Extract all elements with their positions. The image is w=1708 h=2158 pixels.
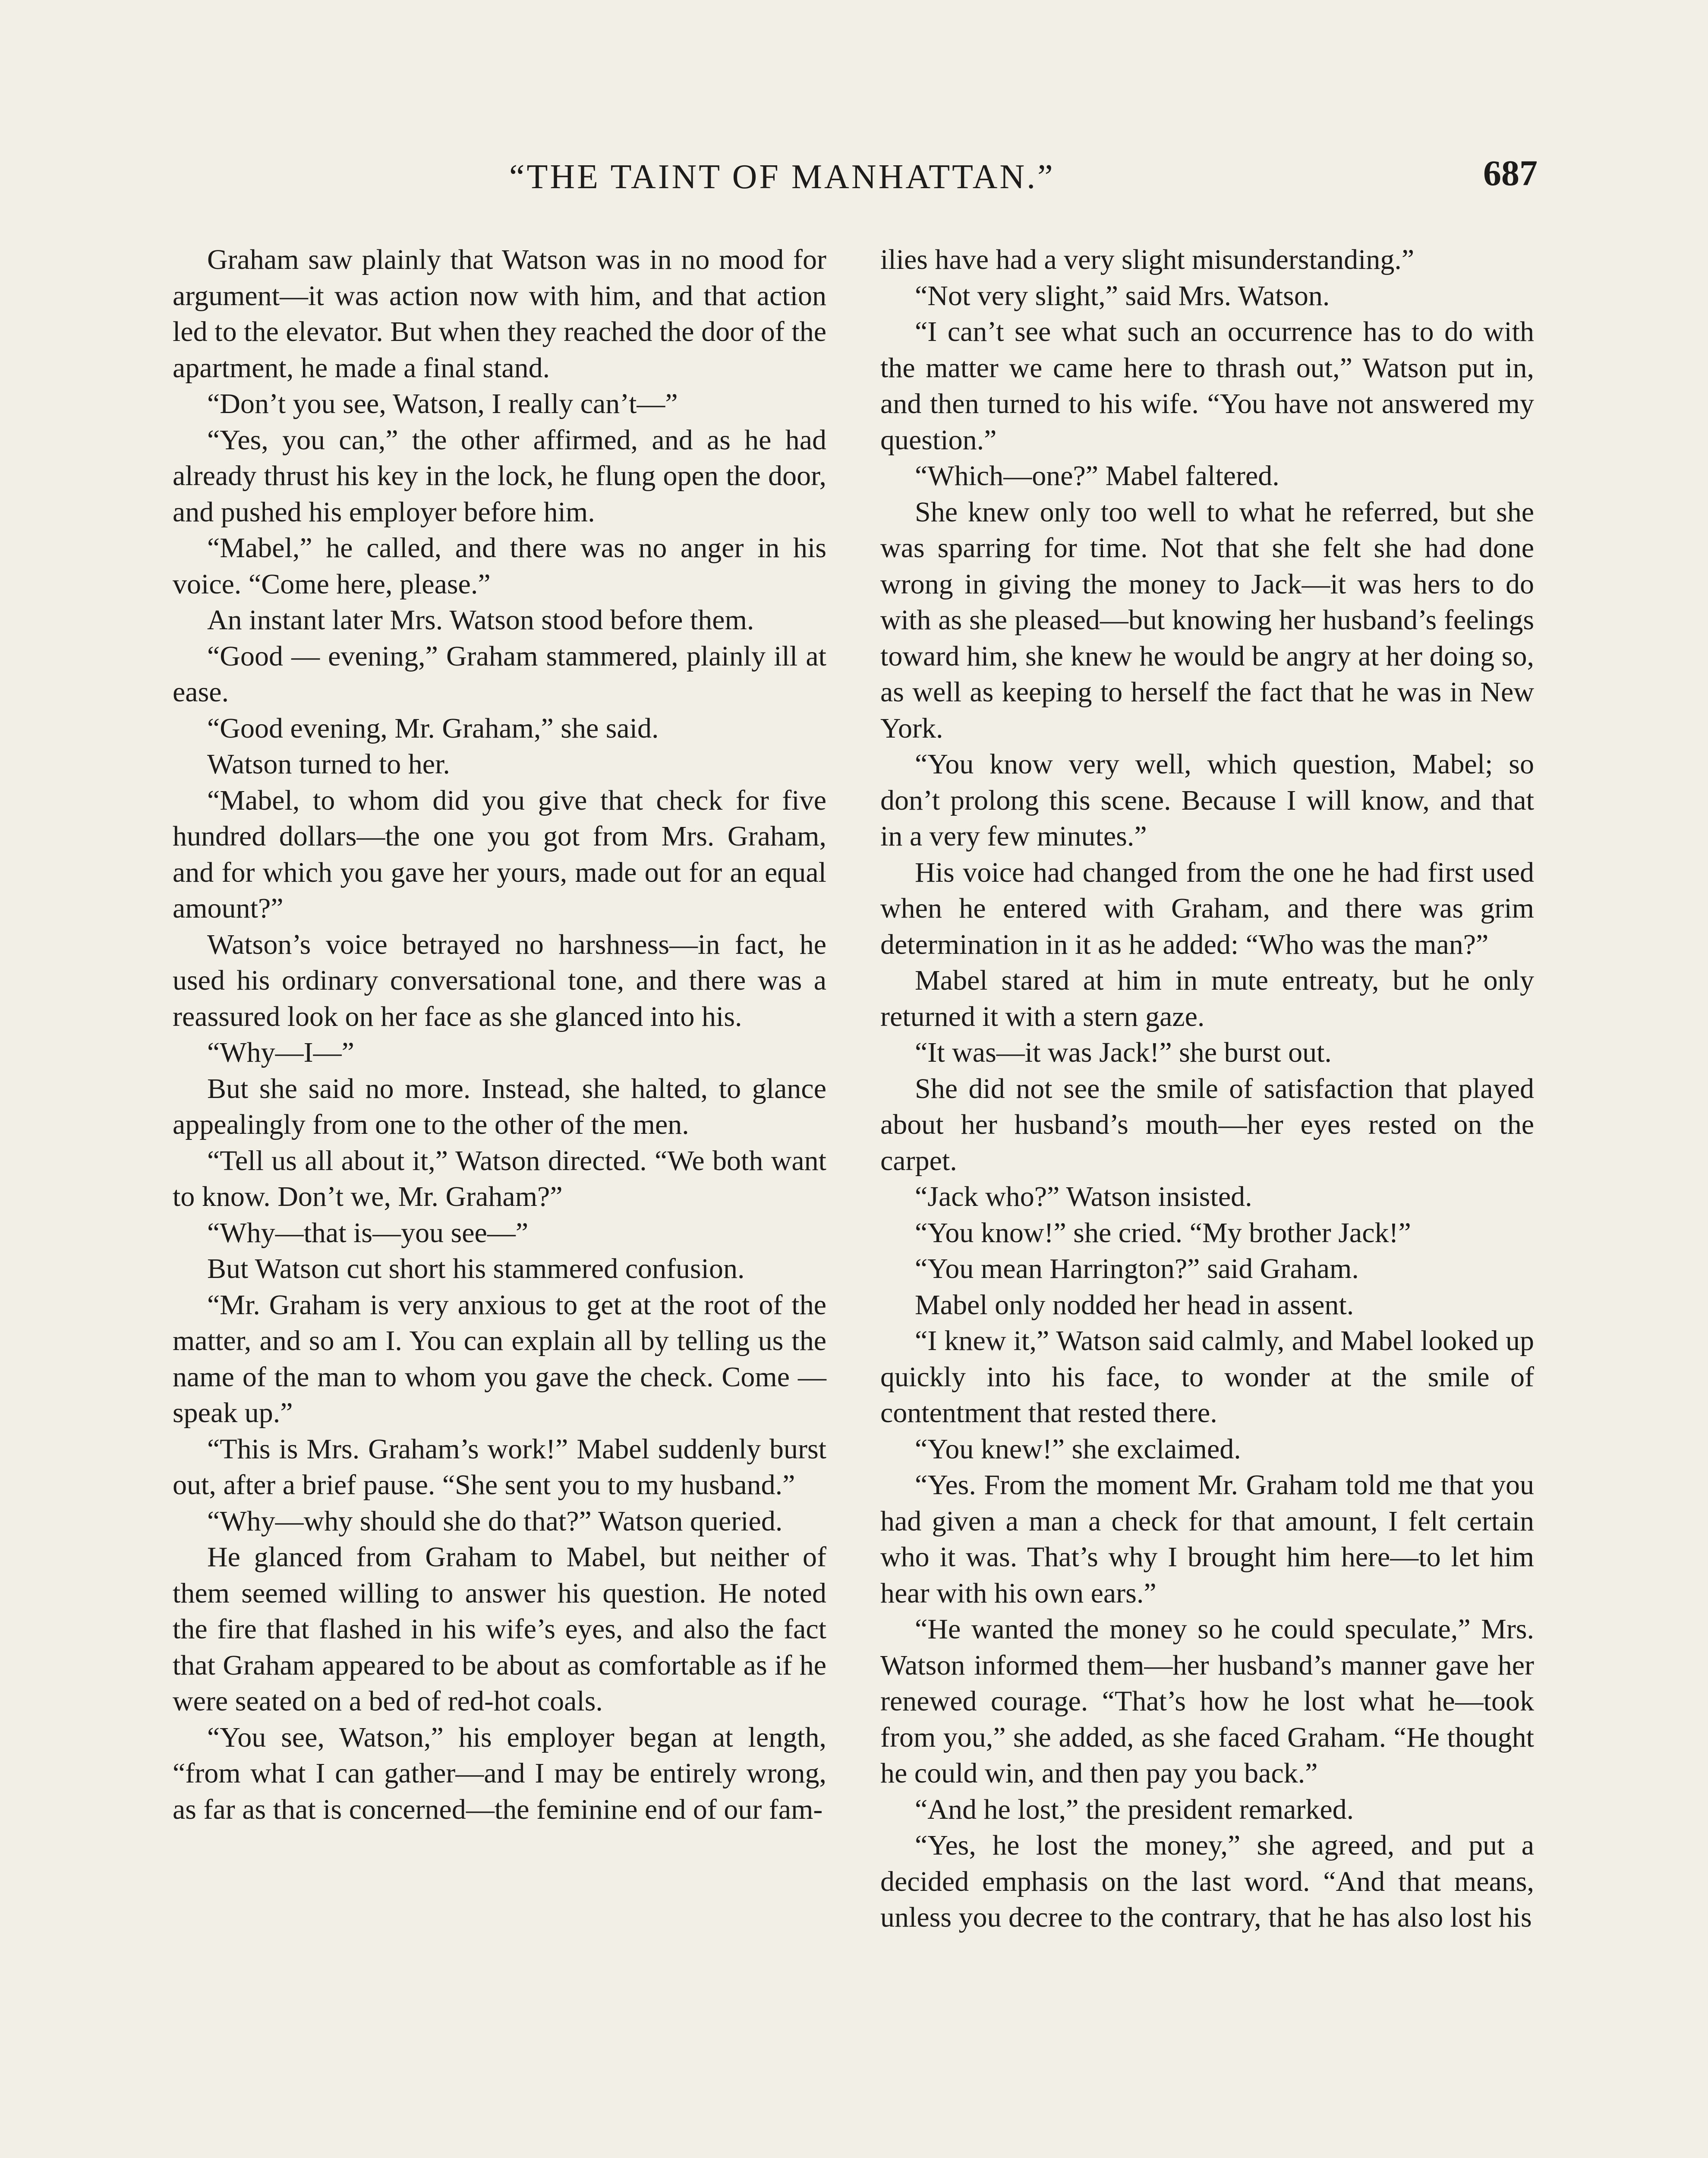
paragraph: He glanced from Graham to Mabel, but neither of them seemed willing to answer his question. He noted the fire that flashed in his wife’s eyes, and also the fact that Graham appeared to be about as comfortable as if he were seated on a bed of red-hot coals. (173, 1541, 826, 1717)
paragraph: But Watson cut short his stammered confusion. (207, 1253, 745, 1284)
paragraph: “You knew!” she exclaimed. (915, 1433, 1241, 1465)
paragraph: “Tell us all about it,” Watson directed. “We both want to know. Don’t we, Mr. Graham?” (173, 1145, 826, 1212)
paragraph: “You see, Watson,” his employer began at length, “from what I can gather—and I may be entirely wrong, as far as that is concerned—the feminine end of our fam- (173, 1721, 826, 1825)
paragraph: Watson’s voice betrayed no harshness—in fact, he used his ordinary conversational tone, and there was a reassured look on her face as she glanced into his. (173, 928, 826, 1032)
paragraph: An instant later Mrs. Watson stood before them. (207, 604, 754, 636)
paragraph: She did not see the smile of satisfaction that played about her husband’s mouth—her eyes rested on the carpet. (880, 1073, 1534, 1177)
paragraph: “Yes, he lost the money,” she agreed, and put a decided emphasis on the last word. “And that means, unless you decree to the contrary, that he has also lost his (880, 1830, 1534, 1933)
paragraph: “And he lost,” the president remarked. (915, 1793, 1354, 1825)
paragraph: “Good evening, Mr. Graham,” she said. (207, 712, 659, 744)
paragraph: Mabel only nodded her head in assent. (915, 1289, 1354, 1321)
running-head: “THE TAINT OF MANHATTAN.” (509, 158, 1055, 196)
paragraph: “Jack who?” Watson insisted. (915, 1181, 1252, 1212)
paragraph: “Good — evening,” Graham stammered, plainly ill at ease. (173, 640, 826, 708)
paragraph: But she said no more. Instead, she halted, to glance appealingly from one to the other of the men. (173, 1073, 826, 1140)
right-column (880, 242, 1534, 1936)
paragraph: “Yes, you can,” the other affirmed, and as he had already thrust his key in the lock, he flung open the door, and pushed his employer before him. (173, 424, 826, 528)
paragraph: Mabel stared at him in mute entreaty, but he only returned it with a stern gaze. (880, 965, 1534, 1032)
paragraph: “It was—it was Jack!” she burst out. (915, 1037, 1332, 1068)
page-number: 687 (1483, 153, 1538, 193)
paragraph: “I can’t see what such an occurrence has to do with the matter we came here to thrash out,” Watson put in, and then turned to his wife. “You have not answered my question.” (880, 316, 1534, 456)
paragraph: “Why—I—” (207, 1037, 354, 1068)
paragraph: “You know!” she cried. “My brother Jack!” (915, 1217, 1411, 1249)
paragraph: “This is Mrs. Graham’s work!” Mabel suddenly burst out, after a brief pause. “She sent you to my husband.” (173, 1433, 826, 1501)
paragraph: “Why—that is—you see—” (207, 1217, 529, 1249)
paragraph: His voice had changed from the one he had first used when he entered with Graham, and there was grim determination in it as he added: “Who was the man?” (880, 856, 1534, 960)
paragraph: “Mr. Graham is very anxious to get at the root of the matter, and so am I. You can explain all by telling us the name of the man to whom you gave the check. Come —speak up.” (173, 1289, 826, 1429)
paragraph: “Which—one?” Mabel faltered. (915, 460, 1279, 492)
paragraph: She knew only too well to what he referred, but she was sparring for time. Not that she felt she had done wrong in giving the money to Jack—it was hers to do with as she pleased—but knowing her husband’s feelings toward him, she knew he would be angry at her doing so, as well as keeping to herself the fact that he was in New York. (880, 496, 1534, 744)
paragraph: “Yes. From the moment Mr. Graham told me that you had given a man a check for that amount, I felt certain who it was. That’s why I brought him here—to let him hear with his own ears.” (880, 1469, 1534, 1609)
paragraph: “I knew it,” Watson said calmly, and Mabel looked up quickly into his face, to wonder at the smile of contentment that rested there. (880, 1325, 1534, 1429)
paragraph: “Not very slight,” said Mrs. Watson. (915, 280, 1330, 312)
paragraph: “Mabel, to whom did you give that check for five hundred dollars—the one you got from Mrs. Graham, and for which you gave her yours, made out for an equal amount?” (173, 784, 826, 924)
paragraph: ilies have had a very slight misunderstanding.” (880, 244, 1415, 275)
paragraph: “He wanted the money so he could speculate,” Mrs. Watson informed them—her husband’s manner gave her renewed courage. “That’s how he lost what he—took from you,” she added, as she faced Graham. “He thought he could win, and then pay you back.” (880, 1613, 1534, 1789)
paragraph: “Mabel,” he called, and there was no anger in his voice. “Come here, please.” (173, 532, 826, 600)
paragraph: “You mean Harrington?” said Graham. (915, 1253, 1359, 1284)
paragraph: Watson turned to her. (207, 748, 450, 780)
paragraph: Graham saw plainly that Watson was in no mood for argument—it was action now with him, and that action led to the elevator. But when they reached the door of the apartment, he made a final stand. (173, 244, 826, 384)
paragraph: “Don’t you see, Watson, I really can’t—” (207, 388, 678, 420)
paragraph: “Why—why should she do that?” Watson queried. (207, 1505, 783, 1537)
left-column (173, 242, 826, 1827)
paragraph: “You know very well, which question, Mabel; so don’t prolong this scene. Because I will know, and that in a very few minutes.” (880, 748, 1534, 852)
